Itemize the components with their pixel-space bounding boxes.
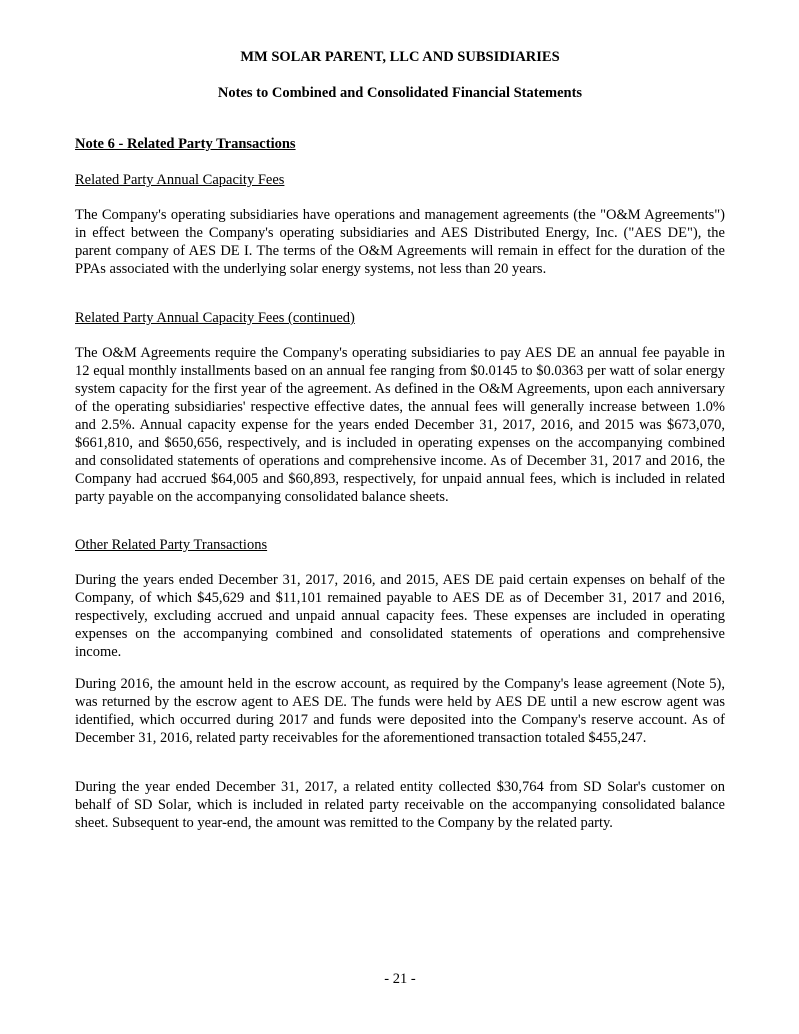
paragraph-annual-fee-terms: The O&M Agreements require the Company's operating subsidiaries to pay AES DE an annual fee payable in 12 equal monthly installments based on an annual fee ranging from $0.0145 to $0.0363 per watt of solar energy system capacity for the first year of the agreement. As defined in the O&M Agreements, upon each anniversary of the operating subsidiaries' respective effective dates, the annual fees will generally increase between 1.0% and 2.5%. Annual capacity expense for the years ended December 31, 2017, 2016, and 2015 was $673,070, $661,810, and $650,656, respectively, and is included in operating expenses on the accompanying combined and consolidated statements of operations and comprehensive income. As of December 31, 2017 and 2016, the Company had accrued $64,005 and $60,893, respectively, for unpaid annual fees, which is included in related party payable on the accompanying consolidated balance sheets.	[75, 345, 725, 505]
paragraph-expenses-paid: During the years ended December 31, 2017, 2016, and 2015, AES DE paid certain expenses on behalf of the Company, of which $45,629 and $11,101 remained payable to AES DE as of December 31, 2017 and 2016, respectively, excluding accrued and unpaid annual capacity fees. These expenses are included in operating expenses on the accompanying combined and consolidated statements of operations and comprehensive income.	[75, 572, 725, 660]
section-heading-annual-capacity-fees: Related Party Annual Capacity Fees	[75, 172, 285, 188]
statement-subtitle: Notes to Combined and Consolidated Financial Statements	[217, 85, 583, 101]
paragraph-escrow-account: During 2016, the amount held in the escrow account, as required by the Company's lease agreement (Note 5), was returned by the escrow agent to AES DE. The funds were held by AES DE until a new escrow agent was identified, which occurred during 2017 and funds were deposited into the Company's reserve account. As of December 31, 2016, related party receivables for the aforementioned transaction totaled $455,247.	[75, 676, 725, 746]
company-title: MM SOLAR PARENT, LLC AND SUBSIDIARIES	[240, 49, 560, 65]
page-number: - 21 -	[384, 971, 416, 987]
paragraph-sd-solar-collection: During the year ended December 31, 2017, a related entity collected $30,764 from SD Solar's customer on behalf of SD Solar, which is included in related party receivable on the accompanying consolidated balance sheet. Subsequent to year-end, the amount was remitted to the Company by the related party.	[75, 779, 725, 831]
note-heading: Note 6 - Related Party Transactions	[75, 136, 296, 152]
section-heading-annual-capacity-fees-continued: Related Party Annual Capacity Fees (continued)	[75, 310, 355, 326]
paragraph-om-agreements: The Company's operating subsidiaries have operations and management agreements (the "O&M Agreements") in effect between the Company's operating subsidiaries and AES Distributed Energy, Inc. ("AES DE"), the parent company of AES DE I. The terms of the O&M Agreements will remain in effect for the duration of the PPAs associated with the underlying solar energy systems, not less than 20 years.	[75, 207, 725, 277]
section-heading-other-transactions: Other Related Party Transactions	[75, 537, 268, 553]
